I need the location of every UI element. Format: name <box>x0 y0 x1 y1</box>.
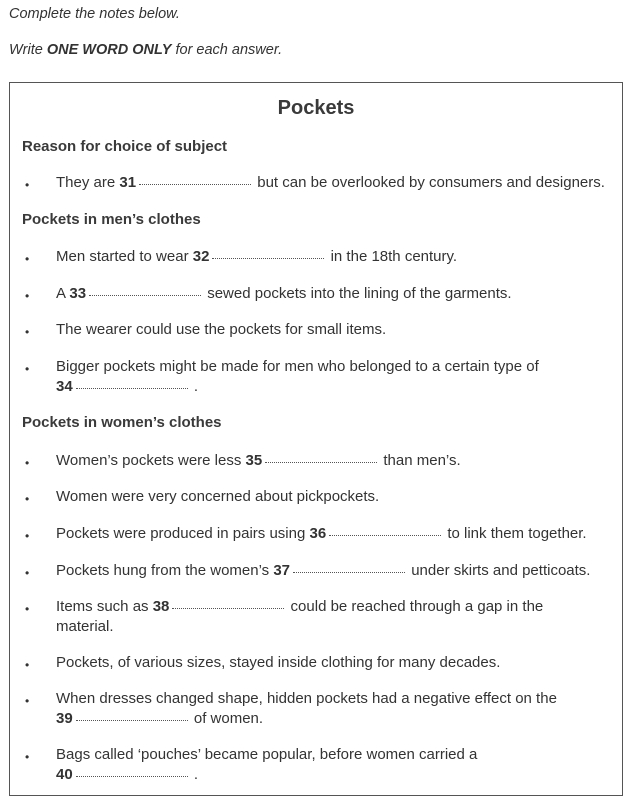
question-number: 35 <box>245 452 263 469</box>
note-item: Pockets, of various sizes, stayed inside clothing for many decades. <box>56 654 501 671</box>
note-text: Men started to wear <box>56 248 193 265</box>
note-text: When dresses changed shape, hidden pockets had a negative effect on the <box>56 690 557 707</box>
note-text: Items such as <box>56 598 153 615</box>
notes-box <box>9 82 623 796</box>
note-text: but can be overlooked by consumers and designers. <box>253 174 605 191</box>
question-number: 39 <box>56 710 73 727</box>
answer-blank-39[interactable] <box>76 720 188 721</box>
instruction-emphasis: ONE WORD ONLY <box>46 42 172 58</box>
instruction-text: Write <box>9 42 47 58</box>
note-item-40 <box>56 745 616 785</box>
note-text: Pockets hung from the women’s <box>56 562 274 579</box>
bullet-point: • <box>25 362 30 376</box>
bullet-point: • <box>25 566 30 580</box>
section-heading-reason: Reason for choice of subject <box>22 138 228 155</box>
answer-blank-35[interactable] <box>265 462 377 463</box>
instruction-text: for each answer. <box>171 42 283 58</box>
note-item-36 <box>56 524 616 544</box>
answer-blank-40[interactable] <box>76 776 188 777</box>
note-text: . <box>189 766 199 783</box>
bullet-point: • <box>25 694 30 708</box>
bullet-point: • <box>25 529 30 543</box>
note-text: in the 18th century. <box>326 248 458 265</box>
note-text: They are <box>56 174 120 191</box>
bullet-point: • <box>25 658 30 672</box>
note-item-34 <box>56 357 616 397</box>
note-text: than men’s. <box>379 452 461 469</box>
note-item-31 <box>56 173 616 193</box>
question-number: 38 <box>152 598 170 615</box>
note-item-35 <box>56 451 616 471</box>
bullet-point: • <box>25 456 30 470</box>
answer-blank-31[interactable] <box>139 184 251 185</box>
section-heading-women: Pockets in women’s clothes <box>22 414 222 431</box>
question-number: 32 <box>192 248 210 265</box>
answer-blank-33[interactable] <box>89 295 201 296</box>
question-number: 37 <box>273 562 291 579</box>
note-text: could be reached through a gap in the <box>286 598 544 615</box>
note-text: to link them together. <box>443 525 587 542</box>
bullet-point: • <box>25 252 30 266</box>
question-number: 36 <box>309 525 327 542</box>
question-number: 31 <box>119 174 137 191</box>
answer-blank-38[interactable] <box>172 608 284 609</box>
instruction-line-1: Complete the notes below. <box>9 6 180 22</box>
bullet-point: • <box>25 178 30 192</box>
note-text: Bags called ‘pouches’ became popular, before women carried a <box>56 746 478 763</box>
note-text: Women’s pockets were less <box>56 452 246 469</box>
bullet-point: • <box>25 602 30 616</box>
note-text: A <box>56 285 70 302</box>
answer-blank-32[interactable] <box>212 258 324 259</box>
note-item: The wearer could use the pockets for small items. <box>56 321 387 338</box>
note-text: Bigger pockets might be made for men who belonged to a certain type of <box>56 358 539 375</box>
note-text: under skirts and petticoats. <box>407 562 591 579</box>
instruction-line-2 <box>9 42 282 58</box>
note-text: sewed pockets into the lining of the garments. <box>203 285 512 302</box>
note-item-38 <box>56 597 616 637</box>
section-heading-men: Pockets in men’s clothes <box>22 211 201 228</box>
note-text: Pockets were produced in pairs using <box>56 525 310 542</box>
notes-title: Pockets <box>277 97 355 119</box>
bullet-point: • <box>25 289 30 303</box>
note-text: . <box>189 378 199 395</box>
note-item-37 <box>56 561 616 581</box>
question-number: 33 <box>69 285 87 302</box>
note-text: material. <box>56 618 114 635</box>
bullet-point: • <box>25 492 30 506</box>
answer-blank-34[interactable] <box>76 388 188 389</box>
note-text: of women. <box>189 710 264 727</box>
answer-blank-36[interactable] <box>329 535 441 536</box>
question-number: 34 <box>56 378 73 395</box>
answer-blank-37[interactable] <box>293 572 405 573</box>
note-item-32 <box>56 247 616 267</box>
bullet-point: • <box>25 325 30 339</box>
bullet-point: • <box>25 750 30 764</box>
note-item-39 <box>56 689 616 729</box>
question-number: 40 <box>56 766 73 783</box>
note-item: Women were very concerned about pickpockets. <box>56 488 380 505</box>
note-item-33 <box>56 284 616 304</box>
